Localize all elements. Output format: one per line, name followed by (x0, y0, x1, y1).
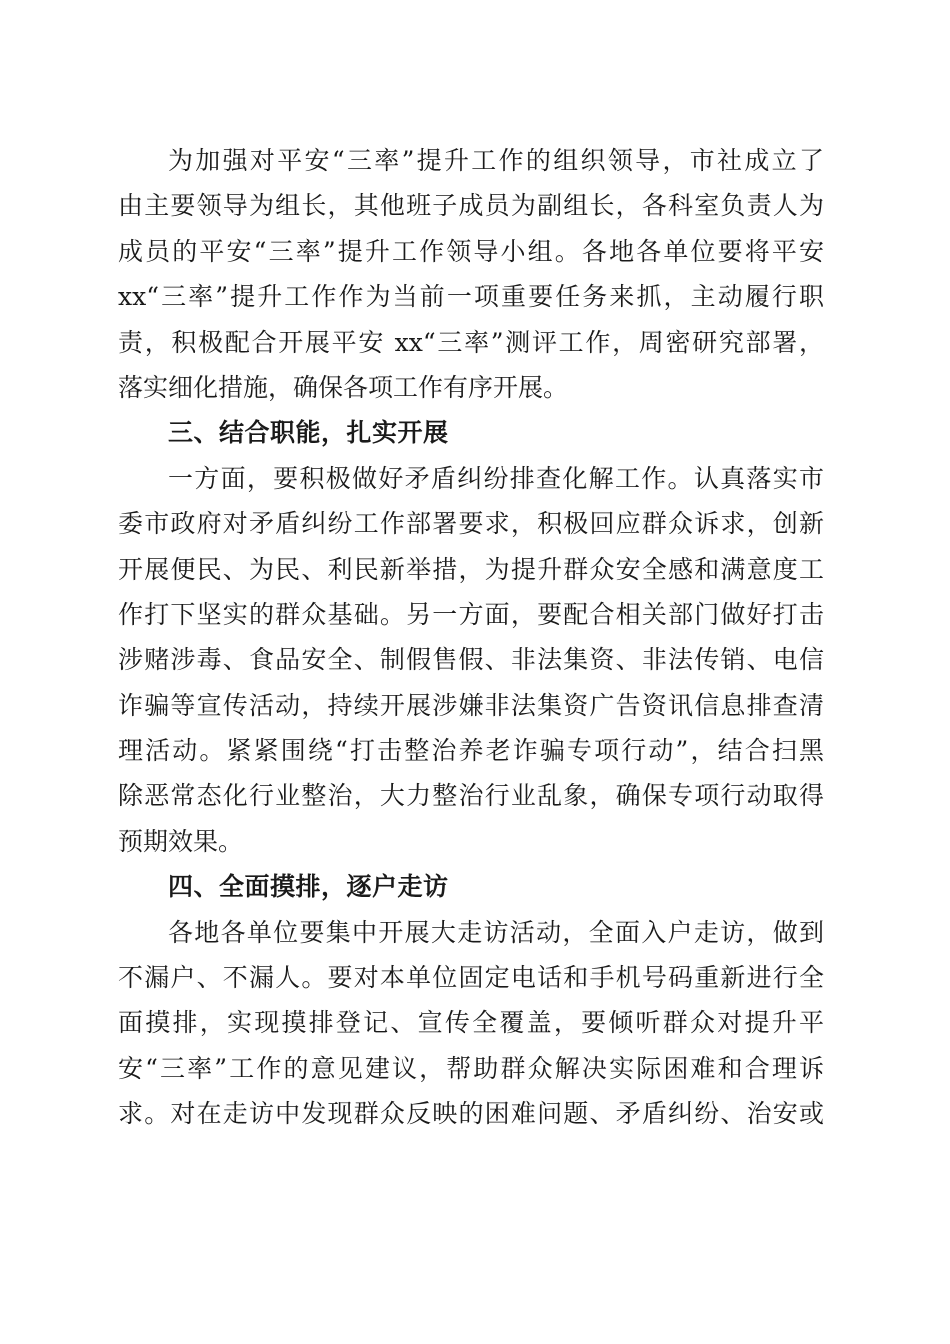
paragraph-line: 不漏户、不漏人。要对本单位固定电话和手机号码重新进行全 (118, 963, 824, 993)
paragraph-line: 涉赌涉毒、食品安全、制假售假、非法集资、非法传销、电信 (118, 645, 824, 675)
paragraph-line: 成员的平安“三率”提升工作领导小组。各地各单位要将平安 (118, 236, 824, 266)
paragraph-line: 求。对在走访中发现群众反映的困难问题、矛盾纠纷、治安或 (118, 1099, 824, 1129)
paragraph-line: 落实细化措施，确保各项工作有序开展。 (118, 372, 569, 402)
paragraph-line: 作打下坚实的群众基础。另一方面，要配合相关部门做好打击 (118, 599, 824, 629)
section-heading-3: 三、结合职能，扎实开展 (168, 418, 449, 448)
paragraph-line: 预期效果。 (118, 826, 244, 856)
paragraph-line: 诈骗等宣传活动，持续开展涉嫌非法集资广告资讯信息排查清 (118, 690, 824, 720)
paragraph-functions (118, 456, 824, 865)
paragraph-line: 开展便民、为民、利民新举措，为提升群众安全感和满意度工 (118, 554, 824, 584)
paragraph-line: 除恶常态化行业整治，大力整治行业乱象，确保专项行动取得 (118, 781, 824, 811)
paragraph-line: 各地各单位要集中开展大走访活动，全面入户走访，做到 (168, 917, 824, 947)
document-body (118, 138, 824, 1137)
paragraph-line: 委市政府对矛盾纠纷工作部署要求，积极回应群众诉求，创新 (118, 509, 824, 539)
paragraph-line: xx“三率”提升工作作为当前一项重要任务来抓，主动履行职 (118, 282, 824, 312)
paragraph-line: 面摸排，实现摸排登记、宣传全覆盖，要倾听群众对提升平 (118, 1008, 824, 1038)
paragraph-line: 理活动。紧紧围绕“打击整治养老诈骗专项行动”，结合扫黑 (118, 736, 824, 766)
paragraph-visits (118, 910, 824, 1137)
section-heading-4: 四、全面摸排，逐户走访 (168, 872, 449, 902)
paragraph-leadership (118, 138, 824, 410)
paragraph-line: 安“三率”工作的意见建议，帮助群众解决实际困难和合理诉 (118, 1053, 824, 1083)
paragraph-line: 一方面，要积极做好矛盾纠纷排查化解工作。认真落实市 (168, 463, 824, 493)
paragraph-line: 为加强对平安“三率”提升工作的组织领导，市社成立了 (168, 146, 824, 175)
paragraph-line: 责，积极配合开展平安 xx“三率”测评工作，周密研究部署， (118, 327, 824, 357)
paragraph-line: 由主要领导为组长，其他班子成员为副组长，各科室负责人为 (118, 191, 824, 221)
